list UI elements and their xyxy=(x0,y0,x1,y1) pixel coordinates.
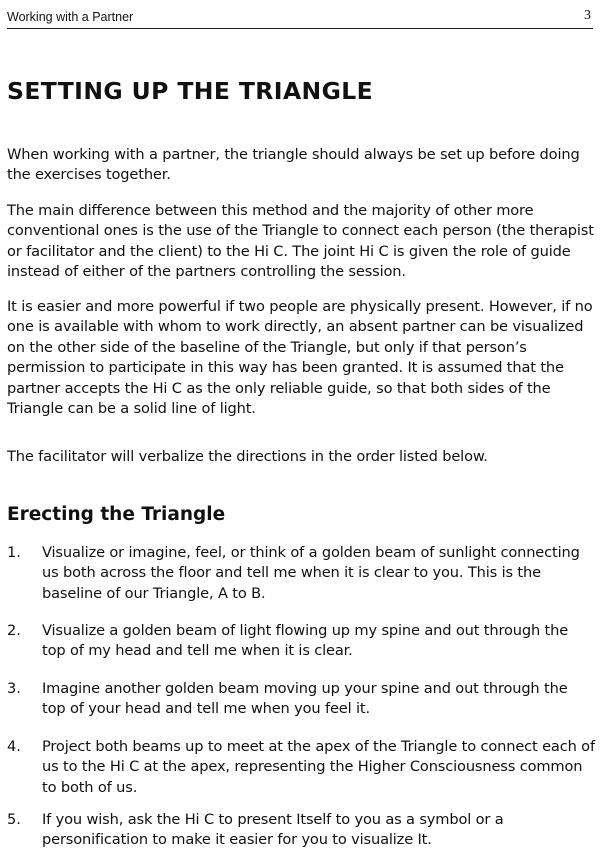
paragraph-main-difference: The main difference between this method and the majority of other more conventional ones is the use of the Triangle to connect each person (the therapist or facilitator and the client) to the Hi C. The joint Hi C is given the role of guide instead of either of the partners controlling the session. xyxy=(7,202,594,281)
step-number: 4. xyxy=(7,738,21,755)
running-title: Working with a Partner xyxy=(7,10,134,24)
step-number: 1. xyxy=(7,544,21,561)
paragraph-facilitator: The facilitator will verbalize the directions in the order listed below. xyxy=(7,448,488,465)
paragraph-absent-partner: It is easier and more powerful if two people are physically present. However, if no one is available with whom to work directly, an absent partner can be visualized on the other side of the baseline of the Triangle, but only if that person’s permission to participate in this way has been granted. It is assumed that the partner accepts the Hi C as the only reliable guide, so that both sides of the Triangle can be a solid line of light. xyxy=(7,298,593,418)
step-text: Project both beams up to meet at the apex of the Triangle to connect each of us to the Hi C at the apex, representing the Higher Consciousness common to both of us. xyxy=(42,738,595,796)
step-text: If you wish, ask the Hi C to present Itself to you as a symbol or a personification to make it easier for you to visualize It. xyxy=(42,811,504,849)
page-title: SETTING UP THE TRIANGLE xyxy=(7,77,374,105)
running-header xyxy=(7,8,593,29)
paragraph-intro: When working with a partner, the triangle should always be set up before doing the exercises together. xyxy=(7,146,580,184)
step-number: 5. xyxy=(7,811,21,828)
page-number: 3 xyxy=(584,8,591,23)
step-text: Visualize a golden beam of light flowing up my spine and out through the top of my head and tell me when it is clear. xyxy=(42,622,569,660)
step-text: Visualize or imagine, feel, or think of a golden beam of sunlight connecting us both across the floor and tell me when it is clear to you. This is the baseline of our Triangle, A to B. xyxy=(42,544,580,602)
step-number: 2. xyxy=(7,622,21,639)
section-heading: Erecting the Triangle xyxy=(7,504,226,525)
step-number: 3. xyxy=(7,680,21,697)
step-text: Imagine another golden beam moving up your spine and out through the top of your head and tell me when you feel it. xyxy=(42,680,568,718)
